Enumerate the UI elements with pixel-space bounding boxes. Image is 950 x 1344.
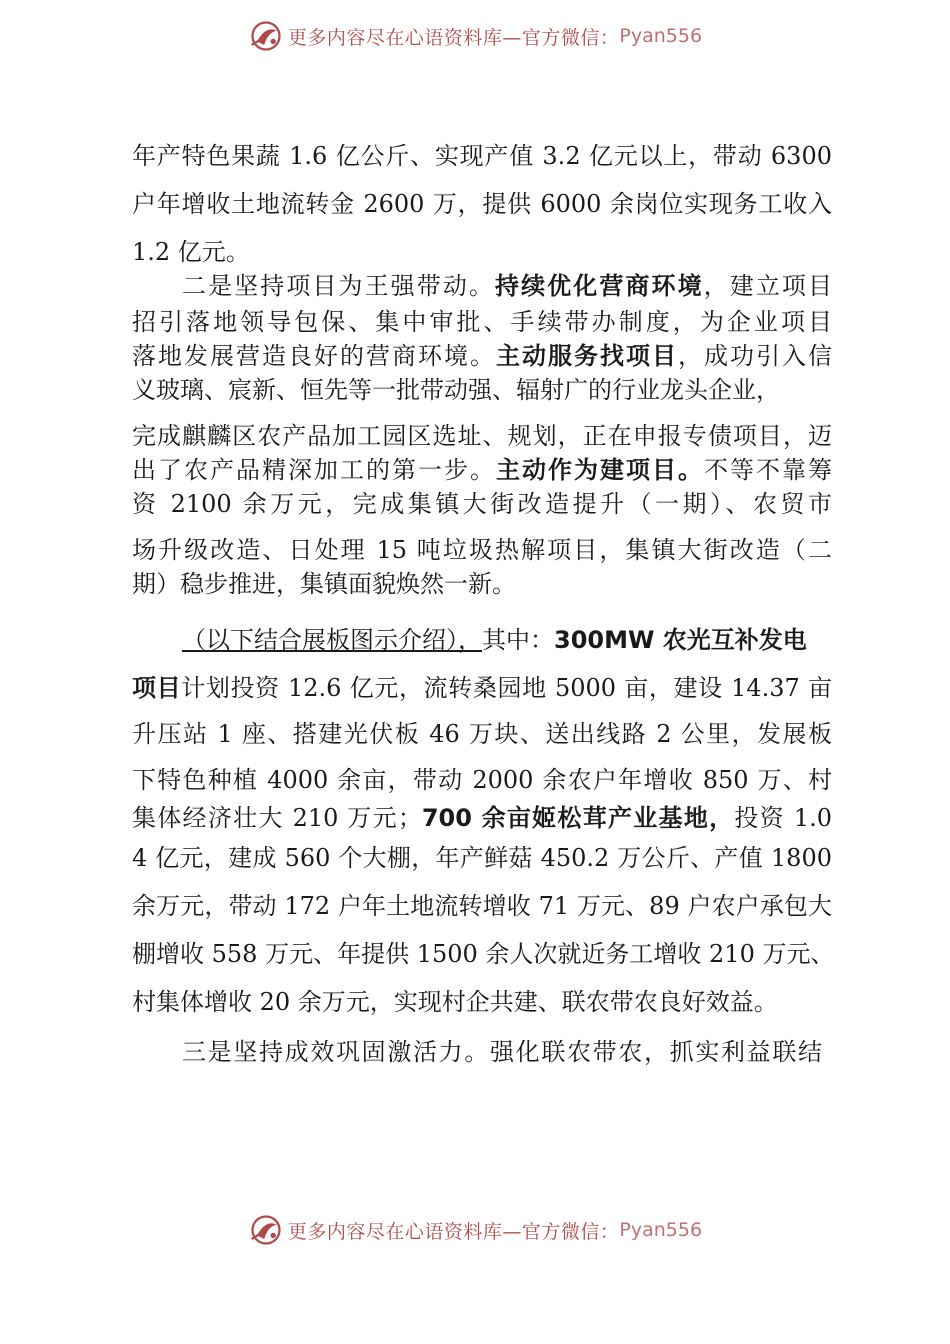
text-line xyxy=(132,672,832,704)
text-line: 余万元，带动 172 户年土地流转增收 71 万元、89 户农户承包大 xyxy=(132,892,832,920)
text-run: 投资 1.0 xyxy=(734,804,833,832)
text-line xyxy=(132,624,842,656)
text-line: 升压站 1 座、搭建光伏板 46 万块、送出线路 2 公里，发展板 xyxy=(132,720,832,748)
text-line: 村集体增收 20 余万元，实现村企共建、联农带农良好效益。 xyxy=(132,988,778,1016)
text-run: 出了农产品精深加工的第一步。 xyxy=(132,456,496,484)
text-line xyxy=(132,802,832,834)
bold-heading: 持续优化营商环境 xyxy=(495,272,704,300)
logo-icon xyxy=(248,18,284,54)
text-run: 二是坚持项目为王强带动。 xyxy=(182,272,495,300)
text-line: 户年增收土地流转金 2600 万，提供 6000 余岗位实现务工收入 xyxy=(132,190,832,218)
text-line: 期）稳步推进，集镇面貌焕然一新。 xyxy=(132,570,516,598)
text-line xyxy=(132,270,832,302)
text-line: 义玻璃、宸新、恒先等一批带动强、辐射广的行业龙头企业， xyxy=(132,376,780,404)
watermark-text: 更多内容尽在心语资料库—官方微信： xyxy=(287,1220,620,1243)
text-line xyxy=(132,340,832,372)
watermark-text: 更多内容尽在心语资料库—官方微信： xyxy=(287,26,620,49)
watermark-id: Pyan556 xyxy=(619,25,703,47)
text-run: 落地发展营造良好的营商环境。 xyxy=(132,342,496,370)
text-line: 下特色种植 4000 余亩，带动 2000 余农户年增收 850 万、村 xyxy=(132,766,832,794)
text-run: 不等不靠筹 xyxy=(704,456,832,484)
header-watermark xyxy=(0,14,950,58)
text-line: 完成麒麟区农产品加工园区选址、规划，正在申报专债项目，迈 xyxy=(132,422,832,450)
logo-icon xyxy=(248,1212,284,1248)
text-line: 资 2100 余万元，完成集镇大街改造提升（一期）、农贸市 xyxy=(132,490,832,518)
text-run: 集体经济壮大 210 万元； xyxy=(132,804,422,832)
underlined-note: （以下结合展板图示介绍）， xyxy=(182,626,482,654)
text-run: ，建立项目 xyxy=(703,272,833,300)
text-line: 棚增收 558 万元、年提供 1500 余人次就近务工增收 210 万元、 xyxy=(132,940,835,968)
text-run: 计划投资 12.6 亿元，流转桑园地 5000 亩，建设 14.37 亩 xyxy=(181,674,832,702)
bold-heading: 300MW 农光互补发电 xyxy=(554,626,807,654)
text-run: ，成功引入信 xyxy=(678,342,832,370)
text-line: 4 亿元，建成 560 个大棚，年产鲜菇 450.2 万公斤、产值 1800 xyxy=(132,844,832,872)
footer-watermark xyxy=(0,1208,950,1252)
bold-heading: 项目 xyxy=(132,674,182,702)
text-line: 年产特色果蔬 1.6 亿公斤、实现产值 3.2 亿元以上，带动 6300 xyxy=(132,142,832,170)
bold-heading: 主动作为建项目。 xyxy=(496,456,704,484)
text-line: 招引落地领导包保、集中审批、手续带办制度，为企业项目 xyxy=(132,308,832,336)
bold-heading: 主动服务找项目 xyxy=(496,342,678,370)
text-run: 其中： xyxy=(482,626,554,654)
text-line xyxy=(132,454,832,486)
text-line: 三是坚持成效巩固激活力。强化联农带农，抓实利益联结 xyxy=(182,1038,822,1066)
watermark-id: Pyan556 xyxy=(619,1219,703,1241)
bold-heading: 700 余亩姬松茸产业基地， xyxy=(421,804,735,832)
text-line: 场升级改造、日处理 15 吨垃圾热解项目，集镇大街改造（二 xyxy=(132,536,832,564)
text-line: 1.2 亿元。 xyxy=(132,238,250,266)
